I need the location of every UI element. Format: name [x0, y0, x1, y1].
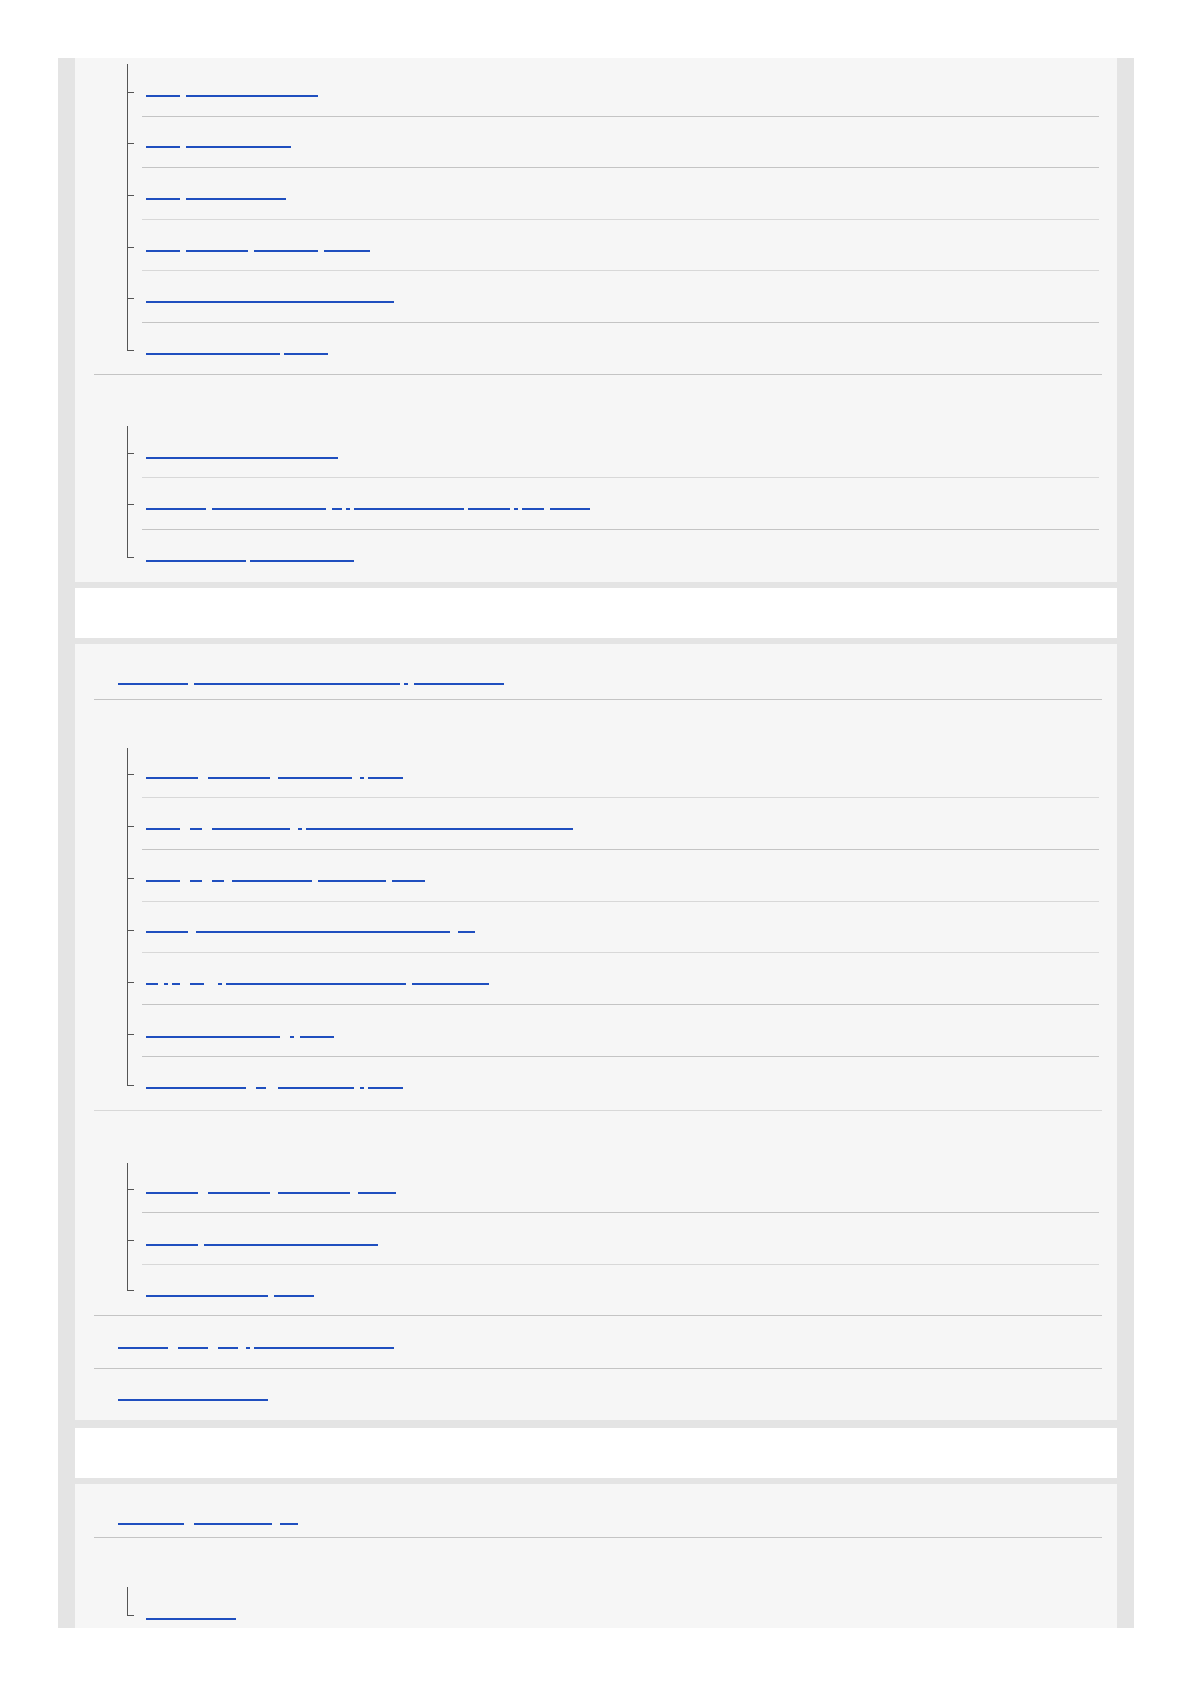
divider — [142, 219, 1099, 220]
toc-link[interactable] — [146, 811, 573, 831]
section-link[interactable] — [118, 1506, 298, 1526]
tree-tick — [127, 826, 134, 827]
toc-link[interactable] — [146, 863, 425, 883]
tree-line-d — [127, 1163, 128, 1291]
toc-link[interactable] — [146, 1601, 236, 1621]
divider — [142, 797, 1099, 798]
toc-link[interactable] — [146, 1175, 396, 1195]
tree-line-b — [127, 426, 128, 558]
tree-tick — [127, 350, 134, 351]
tree-tick — [127, 930, 134, 931]
divider — [142, 116, 1099, 117]
tree-tick — [127, 1290, 134, 1291]
divider — [142, 1004, 1099, 1005]
divider — [142, 1264, 1099, 1265]
divider — [94, 1368, 1102, 1369]
tree-tick — [127, 1085, 134, 1086]
tree-line-e — [127, 1587, 128, 1616]
toc-link[interactable] — [146, 491, 590, 511]
divider — [142, 849, 1099, 850]
tree-tick — [127, 1189, 134, 1190]
toc-link[interactable] — [146, 336, 328, 356]
section-link[interactable] — [118, 666, 504, 686]
divider — [142, 952, 1099, 953]
tree-tick — [127, 247, 134, 248]
tree-tick — [127, 195, 134, 196]
divider — [94, 1315, 1102, 1316]
tree-tick — [127, 1034, 134, 1035]
toc-link[interactable] — [146, 181, 286, 201]
divider — [142, 477, 1099, 478]
divider — [94, 1110, 1102, 1111]
divider — [142, 322, 1099, 323]
toc-link[interactable] — [146, 284, 394, 304]
divider — [142, 270, 1099, 271]
divider — [142, 901, 1099, 902]
toc-link[interactable] — [146, 1227, 378, 1247]
tree-tick — [127, 557, 134, 558]
tree-line-a — [127, 64, 128, 351]
tree-tick — [127, 143, 134, 144]
toc-link[interactable] — [146, 1070, 403, 1090]
divider — [94, 1537, 1102, 1538]
toc-link[interactable] — [146, 440, 338, 460]
tree-tick — [127, 92, 134, 93]
toc-link[interactable] — [146, 233, 370, 253]
section-header-band-2 — [75, 1428, 1117, 1478]
divider — [94, 699, 1102, 700]
toc-link[interactable] — [146, 760, 403, 780]
tree-tick — [127, 504, 134, 505]
section-link[interactable] — [118, 1382, 268, 1402]
toc-link[interactable] — [146, 129, 294, 149]
tree-tick — [127, 774, 134, 775]
section-header-band-1 — [75, 588, 1117, 638]
section-link[interactable] — [118, 1330, 394, 1350]
divider — [142, 167, 1099, 168]
tree-tick — [127, 1615, 134, 1616]
divider — [142, 1056, 1099, 1057]
tree-tick — [127, 1240, 134, 1241]
toc-link[interactable] — [146, 1019, 334, 1039]
toc-link[interactable] — [146, 543, 354, 563]
tree-tick — [127, 878, 134, 879]
toc-link[interactable] — [146, 78, 318, 98]
divider — [142, 529, 1099, 530]
tree-tick — [127, 298, 134, 299]
tree-tick — [127, 982, 134, 983]
toc-link[interactable] — [146, 966, 489, 986]
divider — [142, 1212, 1099, 1213]
toc-link[interactable] — [146, 1278, 314, 1298]
divider — [94, 374, 1102, 375]
toc-link[interactable] — [146, 914, 475, 934]
tree-line-c — [127, 748, 128, 1086]
tree-tick — [127, 453, 134, 454]
